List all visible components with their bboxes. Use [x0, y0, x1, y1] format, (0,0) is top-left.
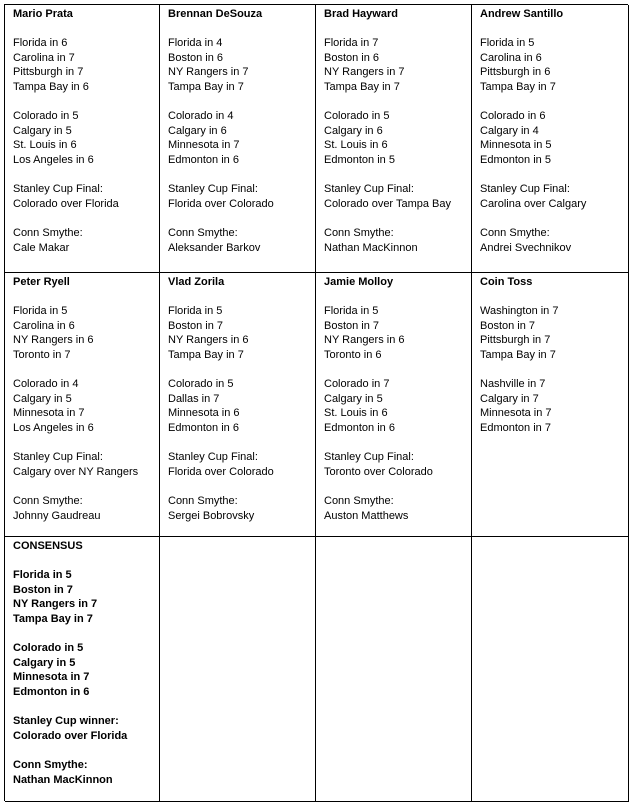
east-picks — [480, 36, 628, 94]
series-pick: Colorado in 5 — [324, 110, 390, 123]
conn-smythe-label: Conn Smythe: — [324, 494, 394, 507]
series-pick: Minnesota in 7 — [168, 139, 240, 152]
final-pick — [324, 182, 471, 211]
series-pick: Colorado in 5 — [13, 110, 79, 123]
series-pick: Los Angeles in 6 — [13, 421, 94, 434]
conn-smythe-label: Conn Smythe: — [13, 494, 83, 507]
pick-cell — [160, 5, 316, 273]
conn-smythe-label: Conn Smythe: — [13, 758, 88, 771]
pick-cell — [472, 5, 629, 273]
final-pick — [13, 714, 159, 743]
series-pick: Colorado in 6 — [480, 110, 546, 123]
series-pick: Tampa Bay in 6 — [13, 80, 89, 93]
series-pick: Edmonton in 6 — [13, 685, 90, 698]
conn-smythe-value: Aleksander Barkov — [168, 241, 261, 254]
picker-name: Mario Prata — [13, 8, 73, 20]
series-pick: Colorado in 5 — [13, 642, 84, 655]
series-pick: St. Louis in 6 — [324, 139, 388, 152]
final-value: Florida over Colorado — [168, 197, 274, 210]
west-picks — [13, 641, 159, 699]
series-pick: Edmonton in 6 — [324, 421, 395, 434]
picker-name: Brad Hayward — [324, 8, 398, 20]
east-picks — [13, 304, 159, 362]
east-picks — [13, 568, 159, 626]
final-label: Stanley Cup Final: — [168, 451, 258, 464]
series-pick: Toronto in 6 — [324, 348, 382, 361]
picker-name: Andrew Santillo — [480, 8, 564, 20]
conn-smythe-pick — [13, 758, 159, 787]
conn-smythe-pick — [13, 494, 159, 523]
series-pick: Colorado in 4 — [13, 378, 79, 391]
picker-name: Peter Ryell — [13, 276, 70, 288]
conn-smythe-value: Auston Matthews — [324, 509, 409, 522]
series-pick: Calgary in 6 — [168, 124, 227, 137]
conn-smythe-pick — [324, 226, 471, 255]
series-pick: Carolina in 6 — [13, 319, 75, 332]
series-pick: Calgary in 5 — [13, 124, 72, 137]
series-pick: Boston in 7 — [168, 319, 224, 332]
series-pick: Boston in 6 — [324, 51, 380, 64]
picker-name: Coin Toss — [480, 276, 533, 288]
series-pick: Minnesota in 6 — [168, 407, 240, 420]
final-value: Toronto over Colorado — [324, 465, 433, 478]
series-pick: Dallas in 7 — [168, 392, 220, 405]
empty-cell — [472, 537, 629, 802]
predictions-table — [4, 4, 628, 801]
series-pick: Edmonton in 5 — [324, 153, 395, 166]
series-pick: Calgary in 5 — [13, 656, 76, 669]
series-pick: Toronto in 7 — [13, 348, 71, 361]
pick-cell — [5, 273, 160, 537]
picker-name: Brennan DeSouza — [168, 8, 263, 20]
series-pick: St. Louis in 6 — [13, 139, 77, 152]
series-pick: Edmonton in 6 — [168, 153, 239, 166]
empty-cell — [316, 537, 472, 802]
conn-smythe-pick — [168, 226, 315, 255]
series-pick: Florida in 6 — [13, 37, 68, 50]
conn-smythe-label: Conn Smythe: — [13, 226, 83, 239]
final-label: Stanley Cup Final: — [13, 451, 103, 464]
series-pick: Carolina in 6 — [480, 51, 542, 64]
conn-smythe-value: Andrei Svechnikov — [480, 241, 572, 254]
pick-cell — [472, 273, 629, 537]
series-pick: Calgary in 5 — [13, 392, 72, 405]
final-pick — [324, 450, 471, 479]
series-pick: Tampa Bay in 7 — [13, 612, 93, 625]
final-label: Stanley Cup Final: — [168, 183, 258, 196]
series-pick: Boston in 7 — [480, 319, 536, 332]
final-label: Stanley Cup Final: — [324, 183, 414, 196]
east-picks — [480, 304, 628, 362]
series-pick: Calgary in 4 — [480, 124, 539, 137]
conn-smythe-value: Johnny Gaudreau — [13, 509, 101, 522]
east-picks — [324, 304, 471, 362]
series-pick: Minnesota in 5 — [480, 139, 552, 152]
final-pick — [480, 182, 628, 211]
picker-name: Jamie Molloy — [324, 276, 394, 288]
series-pick: Boston in 7 — [324, 319, 380, 332]
series-pick: Boston in 6 — [168, 51, 224, 64]
final-value: Colorado over Tampa Bay — [324, 197, 451, 210]
pick-cell — [5, 5, 160, 273]
west-picks — [13, 377, 159, 435]
series-pick: Minnesota in 7 — [480, 407, 552, 420]
series-pick: Pittsburgh in 7 — [13, 66, 84, 79]
series-pick: Tampa Bay in 7 — [480, 80, 556, 93]
conn-smythe-pick — [480, 226, 628, 255]
series-pick: Los Angeles in 6 — [13, 153, 94, 166]
conn-smythe-label: Conn Smythe: — [324, 226, 394, 239]
series-pick: Florida in 5 — [480, 37, 535, 50]
conn-smythe-pick — [13, 226, 159, 255]
series-pick: Colorado in 7 — [324, 378, 390, 391]
picker-name: CONSENSUS — [13, 540, 83, 552]
series-pick: Florida in 5 — [324, 305, 379, 318]
empty-cell — [160, 537, 316, 802]
conn-smythe-pick — [168, 494, 315, 523]
series-pick: NY Rangers in 6 — [168, 334, 249, 347]
series-pick: Carolina in 7 — [13, 51, 75, 64]
series-pick: NY Rangers in 7 — [168, 66, 249, 79]
series-pick: Colorado in 5 — [168, 378, 234, 391]
series-pick: Colorado in 4 — [168, 110, 234, 123]
series-pick: NY Rangers in 6 — [324, 334, 405, 347]
final-label: Stanley Cup Final: — [480, 183, 570, 196]
conn-smythe-value: Sergei Bobrovsky — [168, 509, 255, 522]
series-pick: Edmonton in 5 — [480, 153, 551, 166]
west-picks — [324, 377, 471, 435]
series-pick: NY Rangers in 7 — [324, 66, 405, 79]
final-label: Stanley Cup Final: — [324, 451, 414, 464]
conn-smythe-value: Cale Makar — [13, 241, 70, 254]
west-picks — [480, 109, 628, 167]
east-picks — [168, 36, 315, 94]
west-picks — [168, 377, 315, 435]
series-pick: Minnesota in 7 — [13, 671, 90, 684]
series-pick: Florida in 7 — [324, 37, 379, 50]
conn-smythe-label: Conn Smythe: — [168, 494, 238, 507]
series-pick: Florida in 4 — [168, 37, 223, 50]
series-pick: Minnesota in 7 — [13, 407, 85, 420]
pick-cell — [316, 273, 472, 537]
final-label: Stanley Cup winner: — [13, 715, 119, 728]
final-value: Carolina over Calgary — [480, 197, 587, 210]
series-pick: Pittsburgh in 6 — [480, 66, 551, 79]
final-value: Florida over Colorado — [168, 465, 274, 478]
east-picks — [13, 36, 159, 94]
picker-name: Vlad Zorila — [168, 276, 225, 288]
conn-smythe-value: Nathan MacKinnon — [13, 773, 113, 786]
final-pick — [13, 450, 159, 479]
final-pick — [13, 182, 159, 211]
series-pick: Tampa Bay in 7 — [480, 348, 556, 361]
series-pick: Florida in 5 — [13, 569, 72, 582]
final-value: Colorado over Florida — [13, 729, 128, 742]
series-pick: Calgary in 7 — [480, 392, 539, 405]
series-pick: Edmonton in 6 — [168, 421, 239, 434]
east-picks — [168, 304, 315, 362]
final-pick — [168, 450, 315, 479]
consensus-cell — [5, 537, 160, 802]
west-picks — [168, 109, 315, 167]
series-pick: Nashville in 7 — [480, 378, 546, 391]
conn-smythe-label: Conn Smythe: — [168, 226, 238, 239]
series-pick: St. Louis in 6 — [324, 407, 388, 420]
series-pick: Calgary in 5 — [324, 392, 383, 405]
series-pick: Tampa Bay in 7 — [168, 348, 244, 361]
series-pick: Edmonton in 7 — [480, 421, 551, 434]
series-pick: Tampa Bay in 7 — [324, 80, 400, 93]
final-value: Colorado over Florida — [13, 197, 119, 210]
conn-smythe-value: Nathan MacKinnon — [324, 241, 418, 254]
final-label: Stanley Cup Final: — [13, 183, 103, 196]
series-pick: Florida in 5 — [168, 305, 223, 318]
series-pick: Boston in 7 — [13, 583, 73, 596]
series-pick: Calgary in 6 — [324, 124, 383, 137]
series-pick: NY Rangers in 6 — [13, 334, 94, 347]
series-pick: Washington in 7 — [480, 305, 559, 318]
series-pick: Pittsburgh in 7 — [480, 334, 551, 347]
west-picks — [13, 109, 159, 167]
west-picks — [324, 109, 471, 167]
series-pick: NY Rangers in 7 — [13, 598, 98, 611]
conn-smythe-pick — [324, 494, 471, 523]
pick-cell — [316, 5, 472, 273]
conn-smythe-label: Conn Smythe: — [480, 226, 550, 239]
pick-cell — [160, 273, 316, 537]
east-picks — [324, 36, 471, 94]
west-picks — [480, 377, 628, 435]
final-value: Calgary over NY Rangers — [13, 465, 139, 478]
series-pick: Tampa Bay in 7 — [168, 80, 244, 93]
final-pick — [168, 182, 315, 211]
series-pick: Florida in 5 — [13, 305, 68, 318]
